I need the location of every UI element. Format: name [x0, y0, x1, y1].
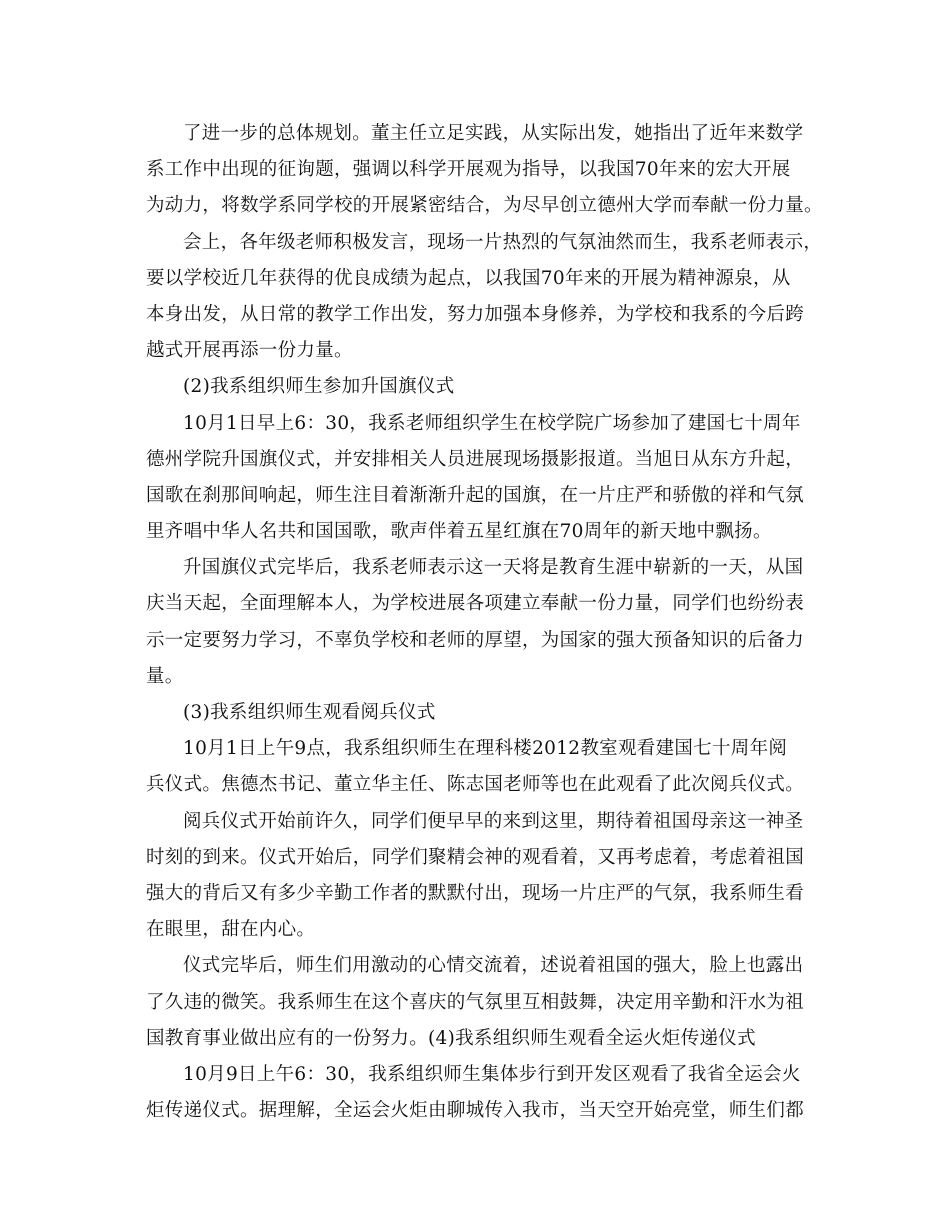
text-line: 本身出发，从日常的教学工作出发，努力加强本身修养，为学校和我系的今后跨 — [146, 303, 805, 325]
text-line: 越式开展再添一份力量。 — [146, 340, 353, 362]
text-line: 了久违的微笑。我系师生在这个喜庆的气氛里互相鼓舞，决定用辛勤和汗水为祖 — [146, 991, 805, 1013]
text-line: 阅兵仪式开始前许久，同学们便早早的来到这里，期待着祖国母亲这一神圣 — [183, 810, 804, 832]
text-line: 10月1日早上6：30，我系老师组织学生在校学院广场参加了建国七十周年 — [183, 412, 801, 434]
text-line: 里齐唱中华人名共和国国歌，歌声伴着五星红旗在70周年的新天地中飘扬。 — [146, 521, 772, 543]
text-line: 仪式完毕后，师生们用激动的心情交流着，述说着祖国的强大，脸上也露出 — [183, 955, 804, 977]
text-line: 在眼里，甜在内心。 — [146, 919, 316, 941]
text-line: 系工作中出现的征询题，强调以科学开展观为指导，以我国70年来的宏大开展 — [146, 159, 791, 181]
text-line: 炬传递仪式。据理解，全运会火炬由聊城传入我市，当天空开始亮堂，师生们都 — [146, 1100, 805, 1122]
text-line: 国歌在刹那间响起，师生注目着渐渐升起的国旗，在一片庄严和骄傲的祥和气氛 — [146, 484, 805, 506]
text-line: 要以学校近几年获得的优良成绩为起点，以我国70年来的开展为精神源泉，从 — [146, 267, 791, 289]
text-line: 时刻的到来。仪式开始后，同学们聚精会神的观看着，又再考虑着，考虑着祖国 — [146, 846, 805, 868]
text-line: 德州学院升国旗仪式，并安排相关人员进展现场摄影报道。当旭日从东方升起， — [146, 448, 805, 470]
text-line: 升国旗仪式完毕后，我系老师表示这一天将是教育生涯中崭新的一天，从国 — [183, 557, 804, 579]
text-line: 量。 — [146, 665, 184, 687]
section-heading: (3)我系组织师生观看阅兵仪式 — [183, 702, 436, 723]
text-line: 国教育事业做出应有的一份努力。(4)我系组织师生观看全运火炬传递仪式 — [146, 1027, 756, 1049]
text-line: 示一定要努力学习，不辜负学校和老师的厚望，为国家的强大预备知识的后备力 — [146, 629, 805, 651]
text-line: 会上，各年级老师积极发言，现场一片热烈的气氛油然而生，我系老师表示， — [183, 231, 823, 253]
text-line: 强大的背后又有多少辛勤工作者的默默付出，现场一片庄严的气氛，我系师生看 — [146, 882, 805, 904]
text-line: 为动力，将数学系同学校的开展紧密结合，为尽早创立德州大学而奉献一份力量。 — [146, 195, 823, 217]
text-line: 10月1日上午9点，我系组织师生在理科楼2012教室观看建国七十周年阅 — [183, 738, 788, 760]
text-line: 兵仪式。焦德杰书记、董立华主任、陈志国老师等也在此观看了此次阅兵仪式。 — [146, 774, 805, 796]
section-heading: (2)我系组织师生参加升国旗仪式 — [183, 376, 455, 398]
text-line: 庆当天起，全面理解本人，为学校进展各项建立奉献一份力量，同学们也纷纷表 — [146, 593, 805, 615]
text-line: 了进一步的总体规划。董主任立足实践，从实际出发，她指出了近年来数学 — [183, 123, 804, 144]
text-line: 10月9日上午6：30，我系组织师生集体步行到开发区观看了我省全运会火 — [183, 1063, 801, 1085]
document-body — [146, 116, 826, 1129]
